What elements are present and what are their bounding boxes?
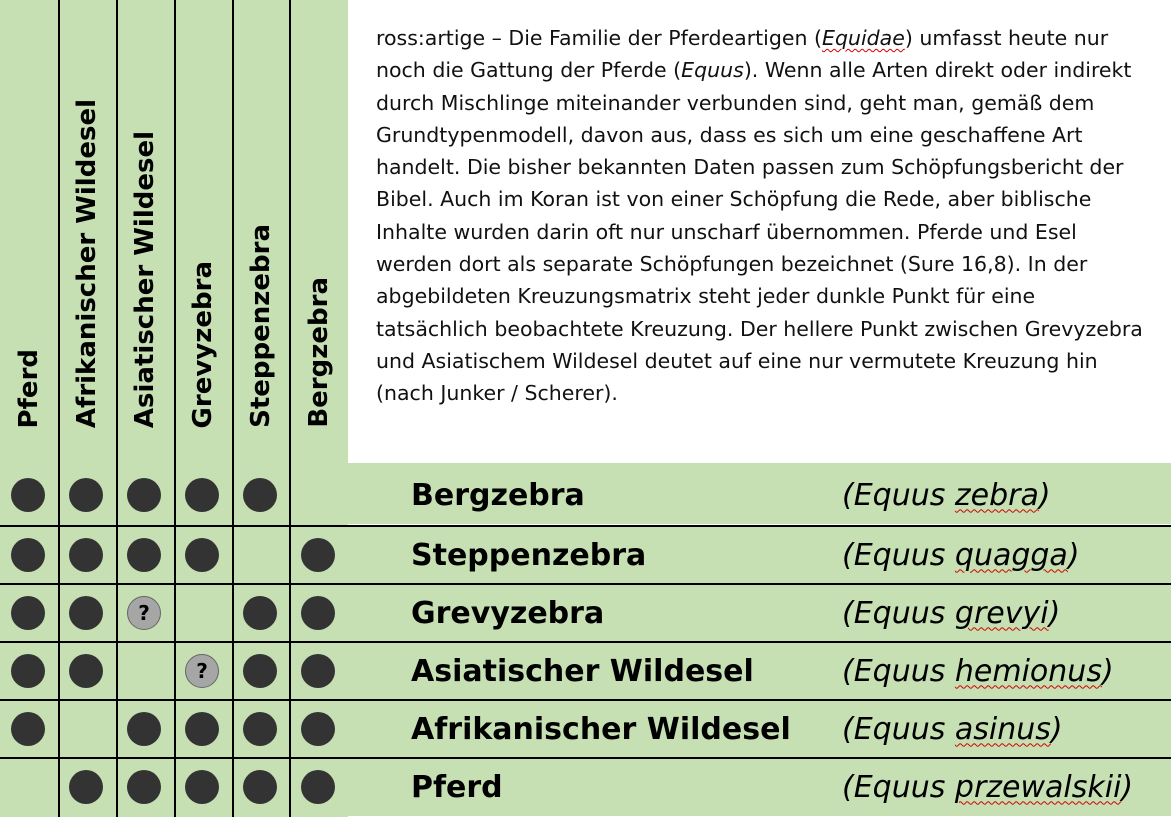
species-name: Grevyzebra [411,595,605,631]
grid-line-vertical [232,0,234,817]
grid-line-vertical [58,0,60,817]
latin-close: ) [1121,769,1134,805]
observed-cross-dot [185,712,219,746]
species-name: Bergzebra [411,477,585,513]
latin-species: hemionus [954,653,1102,689]
species-name: Steppenzebra [411,537,647,573]
species-name: Asiatischer Wildesel [411,653,754,689]
column-header [116,0,174,428]
species-latin-name [842,526,1080,584]
observed-cross-dot [69,538,103,572]
observed-cross-dot [243,712,277,746]
latin-close: ) [1038,477,1051,513]
description-part: Equus [681,58,744,83]
column-header-label: Pferd [14,348,44,428]
grid-line-vertical [174,0,176,817]
observed-cross-dot [11,654,45,688]
column-header-label: Asiatischer Wildesel [130,130,160,428]
observed-cross-dot [127,478,161,512]
column-header [232,0,290,428]
latin-species: asinus [954,711,1051,747]
latin-species: zebra [954,477,1039,513]
observed-cross-dot [243,770,277,804]
suspected-cross-dot: ? [127,596,161,630]
observed-cross-dot [11,712,45,746]
observed-cross-dot [11,478,45,512]
observed-cross-dot [127,538,161,572]
observed-cross-dot [185,770,219,804]
species-latin-name [842,758,1133,816]
observed-cross-dot [301,654,335,688]
species-latin-name [842,642,1114,700]
species-latin-name [842,466,1051,524]
observed-cross-dot [301,712,335,746]
observed-cross-dot [69,478,103,512]
observed-cross-dot [301,596,335,630]
grid-line-vertical [289,0,291,817]
description-text [376,22,1146,410]
observed-cross-dot [11,538,45,572]
latin-genus: (Equus [842,595,955,631]
observed-cross-dot [301,538,335,572]
column-header-label: Steppenzebra [246,224,276,428]
latin-close: ) [1101,653,1114,689]
species-latin-name [842,584,1060,642]
grid-line-vertical [116,0,118,817]
column-header [174,0,232,428]
column-header [0,0,58,428]
latin-genus: (Equus [842,711,955,747]
observed-cross-dot [301,770,335,804]
latin-genus: (Equus [842,477,955,513]
description-part: ) umfasst heute nur noch die Gattung der Pferde ( [376,26,1109,83]
latin-genus: (Equus [842,769,955,805]
column-header-label: Bergzebra [304,277,334,428]
observed-cross-dot [69,596,103,630]
latin-close: ) [1048,595,1061,631]
latin-species: przewalskii [954,769,1122,805]
latin-species: grevyi [954,595,1049,631]
observed-cross-dot [243,478,277,512]
latin-close: ) [1067,537,1080,573]
observed-cross-dot [127,712,161,746]
column-header [290,0,348,428]
latin-genus: (Equus [842,537,955,573]
suspected-cross-dot: ? [185,654,219,688]
latin-close: ) [1050,711,1063,747]
description-part: ). Wenn alle Arten direkt oder indirekt durch Mischlinge miteinander verbunden sind, geht man, gemäß dem Grundtypenmodell, davon aus, dass es sich um eine geschaffene Art handelt. Die bisher bekannten Daten passen zum Schöpfungsbericht der Bibel. Auch im Koran ist von einer Schöpfung die Rede, aber biblische Inhalte wurden darin oft nur unscharf übernommen. Pferde und Esel werden dort als separate Schöpfungen bezeichnet (Sure 16,8). In der abgebildeten Kreuzungsmatrix steht jeder dunkle Punkt für eine tatsächlich beobachtete Kreuzung. Der hellere Punkt zwischen Grevyzebra und Asiatischem Wildesel deutet auf eine nur vermutete Kreuzung hin (nach Junker / Scherer). [376,58,1143,406]
column-header-label: Grevyzebra [188,260,218,428]
description-part: Equidae [822,26,905,50]
observed-cross-dot [11,596,45,630]
observed-cross-dot [69,770,103,804]
latin-genus: (Equus [842,653,955,689]
observed-cross-dot [127,770,161,804]
description-part: ross:artige – Die Familie der Pferdeartigen ( [376,26,822,50]
observed-cross-dot [69,654,103,688]
observed-cross-dot [185,478,219,512]
species-latin-name [842,700,1063,758]
observed-cross-dot [243,654,277,688]
column-header-label: Afrikanischer Wildesel [72,98,102,428]
column-header [58,0,116,428]
species-name: Pferd [411,769,503,805]
observed-cross-dot [185,538,219,572]
latin-species: quagga [954,537,1068,573]
observed-cross-dot [243,596,277,630]
species-name: Afrikanischer Wildesel [411,711,791,747]
